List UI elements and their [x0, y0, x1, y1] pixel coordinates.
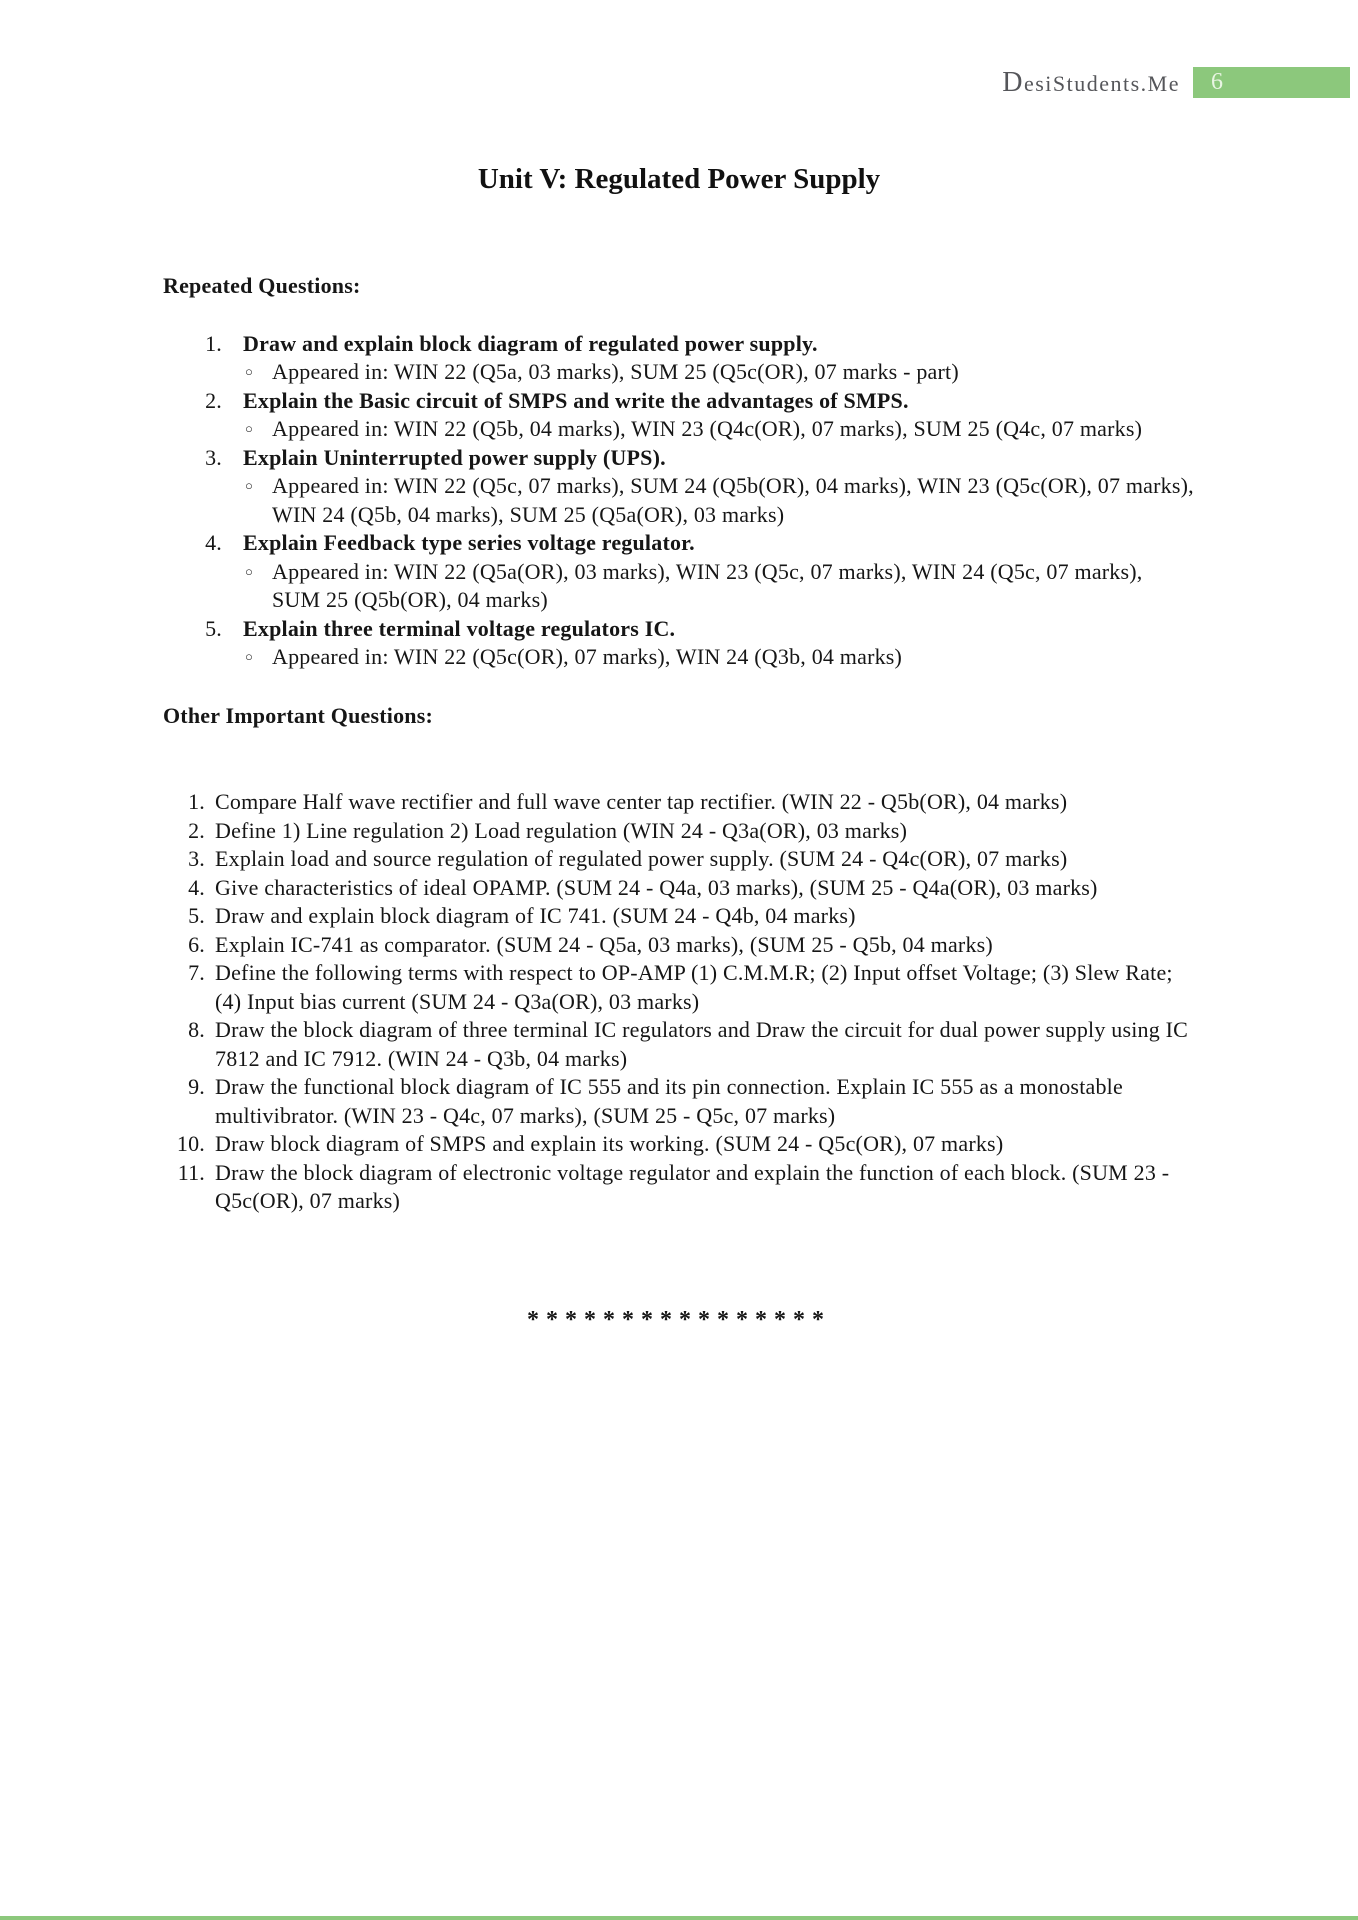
appeared-in-row	[243, 558, 1195, 615]
other-question-item	[163, 1159, 1195, 1216]
question-text: Explain Feedback type series voltage regulator.	[243, 530, 695, 555]
other-question-item	[163, 874, 1195, 903]
question-number: 3.	[188, 846, 205, 871]
appeared-in-row	[243, 643, 1195, 672]
question-body	[243, 444, 1195, 530]
site-name: DesiStudents.Me	[1002, 66, 1180, 98]
content-area	[163, 272, 1195, 1334]
question-body	[243, 387, 1195, 444]
other-question-item	[163, 817, 1195, 846]
appeared-in-row	[243, 472, 1195, 529]
appeared-in-text: Appeared in: WIN 22 (Q5a(OR), 03 marks), WIN 23 (Q5c, 07 marks), WIN 24 (Q5c, 07 marks), SUM 25 (Q5b(OR), 04 marks)	[272, 558, 1143, 612]
question-text: Draw the functional block diagram of IC 555 and its pin connection. Explain IC 555 as a monostable multivibrator. (WIN 23 - Q4c, 07 marks), (SUM 25 - Q5c, 07 marks)	[215, 1074, 1123, 1128]
appeared-in-row	[243, 358, 1195, 387]
question-text: Explain IC-741 as comparator. (SUM 24 - Q5a, 03 marks), (SUM 25 - Q5b, 04 marks)	[215, 931, 993, 957]
circle-bullet-icon: ○	[245, 364, 254, 379]
circle-bullet-icon: ○	[245, 649, 254, 664]
question-text: Draw and explain block diagram of regulated power supply.	[243, 330, 818, 356]
other-question-item	[163, 959, 1195, 1016]
question-body	[243, 529, 1195, 615]
other-question-item	[163, 902, 1195, 931]
circle-bullet-icon: ○	[245, 478, 254, 493]
appeared-in-text: Appeared in: WIN 22 (Q5c(OR), 07 marks), WIN 24 (Q3b, 04 marks)	[272, 644, 903, 669]
page-number: 6	[1211, 69, 1223, 95]
question-number: 4.	[205, 530, 222, 555]
question-number: 6.	[188, 931, 205, 957]
question-number: 1.	[188, 789, 205, 814]
repeated-questions-list	[163, 330, 1195, 672]
question-number: 1.	[205, 330, 222, 356]
question-number: 4.	[188, 874, 205, 900]
circle-bullet-icon: ○	[245, 421, 254, 436]
other-question-item	[163, 1016, 1195, 1073]
bottom-green-rule	[0, 1916, 1358, 1920]
question-number: 7.	[188, 960, 205, 985]
question-number: 5.	[188, 903, 205, 928]
question-number: 3.	[205, 444, 222, 470]
repeated-question-item	[163, 615, 1195, 672]
question-text: Explain three terminal voltage regulators IC.	[243, 615, 676, 641]
question-text: Draw the block diagram of electronic voltage regulator and explain the function of each block. (SUM 23 - Q5c(OR), 07 marks)	[215, 1159, 1170, 1213]
question-number: 5.	[205, 615, 222, 641]
other-question-item	[163, 1073, 1195, 1130]
question-number: 8.	[188, 1017, 205, 1042]
other-question-item	[163, 788, 1195, 817]
other-questions-list	[163, 788, 1195, 1216]
question-text: Explain Uninterrupted power supply (UPS).	[243, 444, 666, 470]
question-text: Draw block diagram of SMPS and explain its working. (SUM 24 - Q5c(OR), 07 marks)	[215, 1131, 1004, 1156]
other-question-item	[163, 1130, 1195, 1159]
repeated-question-item	[163, 444, 1195, 530]
page-title: Unit V: Regulated Power Supply	[477, 163, 881, 195]
repeated-question-item	[163, 529, 1195, 615]
circle-bullet-icon: ○	[245, 563, 254, 579]
question-text: Give characteristics of ideal OPAMP. (SUM 24 - Q4a, 03 marks), (SUM 25 - Q4a(OR), 03 marks)	[215, 874, 1098, 900]
question-number: 10.	[176, 1131, 205, 1156]
page-header	[0, 67, 1350, 98]
repeated-question-item	[163, 330, 1195, 387]
question-text: Compare Half wave rectifier and full wave center tap rectifier. (WIN 22 - Q5b(OR), 04 marks)	[215, 789, 1068, 814]
other-question-item	[163, 845, 1195, 874]
question-number: 9.	[188, 1074, 205, 1099]
repeated-question-item	[163, 387, 1195, 444]
repeated-questions-heading: Repeated Questions:	[163, 273, 361, 298]
page-number-badge	[1193, 67, 1350, 98]
other-question-item	[163, 931, 1195, 960]
appeared-in-text: Appeared in: WIN 22 (Q5a, 03 marks), SUM 25 (Q5c(OR), 07 marks - part)	[272, 359, 959, 384]
question-body	[243, 330, 1195, 387]
appeared-in-text: Appeared in: WIN 22 (Q5c, 07 marks), SUM 24 (Q5b(OR), 04 marks), WIN 23 (Q5c(OR), 07 marks), WIN 24 (Q5b, 04 marks), SUM 25 (Q5a(OR), 03 marks)	[272, 473, 1194, 527]
question-text: Draw the block diagram of three terminal IC regulators and Draw the circuit for dual power supply using IC 7812 and IC 7912. (WIN 24 - Q3b, 04 marks)	[215, 1017, 1189, 1071]
question-number: 2.	[205, 387, 222, 413]
question-number: 2.	[188, 817, 205, 843]
appeared-in-text: Appeared in: WIN 22 (Q5b, 04 marks), WIN 23 (Q4c(OR), 07 marks), SUM 25 (Q4c, 07 marks)	[272, 416, 1143, 441]
question-number: 11.	[177, 1159, 205, 1185]
question-text: Explain load and source regulation of regulated power supply. (SUM 24 - Q4c(OR), 07 marks)	[215, 846, 1068, 871]
question-body	[243, 615, 1195, 672]
question-text: Define the following terms with respect to OP-AMP (1) C.M.M.R; (2) Input offset Voltage; (3) Slew Rate; (4) Input bias current (SUM 24 - Q3a(OR), 03 marks)	[215, 960, 1173, 1014]
appeared-in-row	[243, 415, 1195, 444]
asterisk-separator: ****************	[527, 1306, 831, 1333]
question-text: Explain the Basic circuit of SMPS and write the advantages of SMPS.	[243, 387, 909, 413]
question-text: Define 1) Line regulation 2) Load regulation (WIN 24 - Q3a(OR), 03 marks)	[215, 817, 908, 843]
question-text: Draw and explain block diagram of IC 741. (SUM 24 - Q4b, 04 marks)	[215, 903, 856, 928]
other-questions-heading: Other Important Questions:	[163, 702, 434, 728]
